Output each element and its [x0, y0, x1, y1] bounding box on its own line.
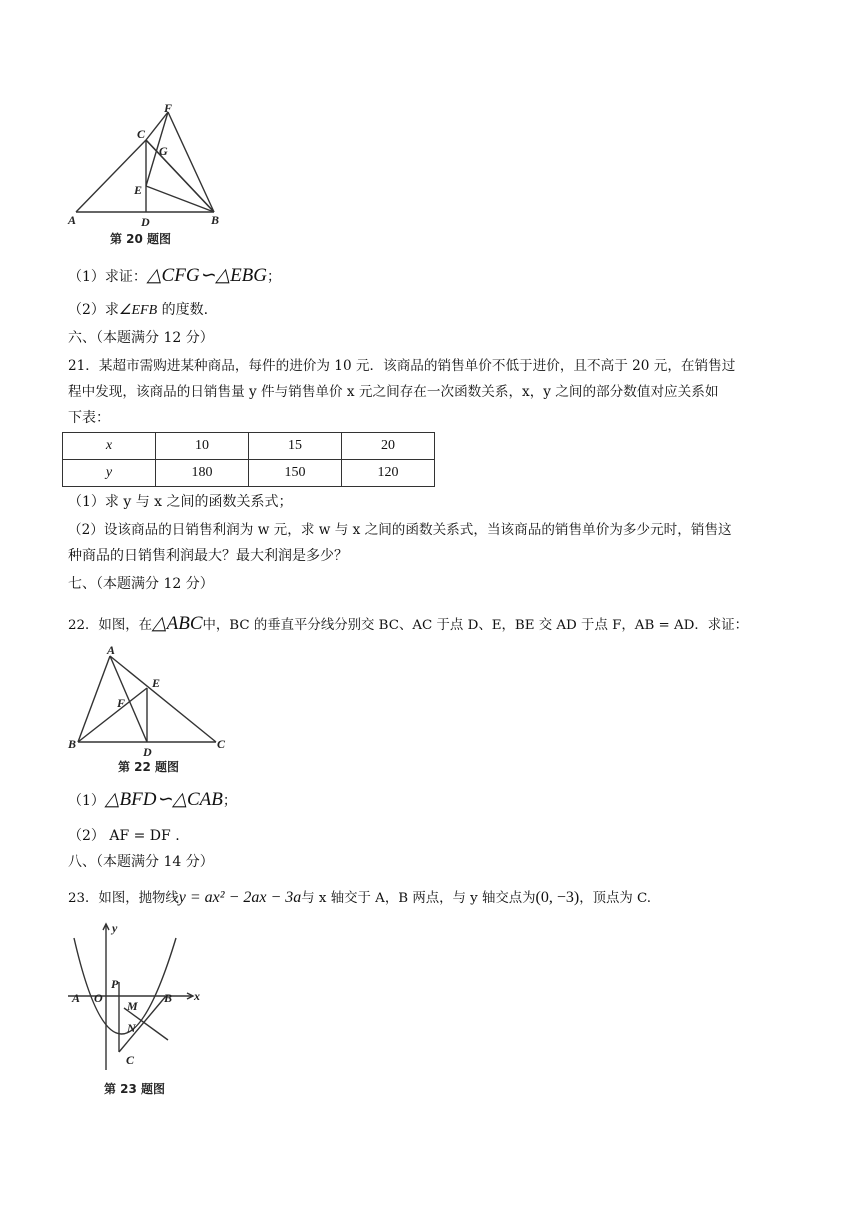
table-cell: 20 [342, 433, 435, 460]
table-cell: 15 [249, 433, 342, 460]
q21-line-3: 下表： [68, 410, 110, 426]
q20-part2-math: ∠EFB [118, 303, 158, 318]
table-cell: x [63, 433, 156, 460]
label-a: A [68, 213, 77, 227]
section-7-heading: 七、（本题满分 12 分） [68, 576, 214, 592]
parabola [74, 938, 176, 1034]
label-y: y [112, 921, 118, 935]
q21-line-1: 21．某超市需购进某种商品，每件的进价为 10 元．该商品的销售单价不低于进价，且不高于 20 元，在销售过 [68, 358, 736, 374]
label-c: C [217, 737, 226, 751]
q23-statement: 23．如图，抛物线y = ax² − 2ax − 3a与 x 轴交于 A，B 两点，与 y 轴交点为(0, −3)，顶点为 C. [68, 889, 652, 906]
label-d: D [141, 215, 150, 229]
segment-ac [76, 140, 146, 212]
label-c: C [126, 1053, 135, 1067]
label-f: F [164, 101, 173, 115]
section-6-heading: 六、（本题满分 12 分） [68, 330, 214, 346]
table-cell: 120 [342, 460, 435, 487]
q22-statement: 22．如图，在△ABC中，BC 的垂直平分线分别交 BC、AC 于点 D、E，BE 交 AD 于点 F，AB = AD．求证： [68, 613, 748, 634]
q22-triangle-abc: △ABC [152, 613, 203, 634]
figure-20 [62, 100, 232, 232]
label-g: G [159, 144, 168, 158]
segment-cf [146, 112, 168, 140]
label-a: A [72, 991, 81, 1005]
label-e: E [134, 183, 143, 197]
label-x: x [194, 989, 200, 1003]
q21-part1: （1）求 y 与 x 之间的函数关系式； [68, 494, 293, 510]
label-n: N [127, 1021, 136, 1035]
label-p: P [111, 977, 119, 991]
label-d: D [143, 745, 152, 759]
section-8-heading: 八、（本题满分 14 分） [68, 854, 214, 870]
label-c: C [137, 127, 146, 141]
label-m: M [127, 999, 138, 1013]
table-cell: y [63, 460, 156, 487]
table-cell: 180 [156, 460, 249, 487]
label-e: E [152, 676, 161, 690]
figure-22 [62, 644, 232, 760]
segment-cg [146, 140, 214, 212]
table-row-x [63, 433, 435, 460]
label-a: A [107, 644, 116, 657]
q21-part2-line-2: 种商品的日销售利润最大？最大利润是多少？ [68, 548, 348, 564]
q22-part1: （1）△BFD∽△CAB； [68, 789, 237, 810]
q22-part2: （2） AF = DF . [68, 828, 180, 844]
table-row-y [63, 460, 435, 487]
figure-22-caption: 第 22 题图 [118, 760, 180, 774]
q21-value-table [62, 432, 435, 487]
q21-line-2: 程中发现，该商品的日销售量 y 件与销售单价 x 元之间存在一次函数关系，x，y 之间的部分数值对应关系如 [68, 384, 719, 400]
q23-equation: y = ax² − 2ax − 3a [178, 889, 302, 906]
label-b: B [164, 991, 173, 1005]
label-b: B [68, 737, 77, 751]
figure-20-caption: 第 20 题图 [110, 232, 172, 246]
q20-part2: （2）求∠EFB 的度数. [68, 302, 209, 318]
segment-ad [110, 656, 147, 742]
table-cell: 10 [156, 433, 249, 460]
label-f: F [117, 696, 126, 710]
q21-part2-line-1: （2）设该商品的日销售利润为 w 元，求 w 与 x 之间的函数关系式，当该商品的销售单价为多少元时，销售这 [68, 522, 732, 538]
label-o: O [94, 991, 103, 1005]
q23-point: (0, −3) [535, 889, 580, 906]
table-cell: 150 [249, 460, 342, 487]
label-b: B [211, 213, 220, 227]
q20-part1-math: △CFG∽△EBG [146, 265, 267, 286]
q20-part1: （1）求证：△CFG∽△EBG； [68, 265, 281, 286]
figure-23-caption: 第 23 题图 [104, 1082, 166, 1096]
q22-part1-math: △BFD∽△CAB [104, 789, 223, 810]
segment-ac [110, 656, 216, 742]
figure-23 [62, 920, 212, 1078]
